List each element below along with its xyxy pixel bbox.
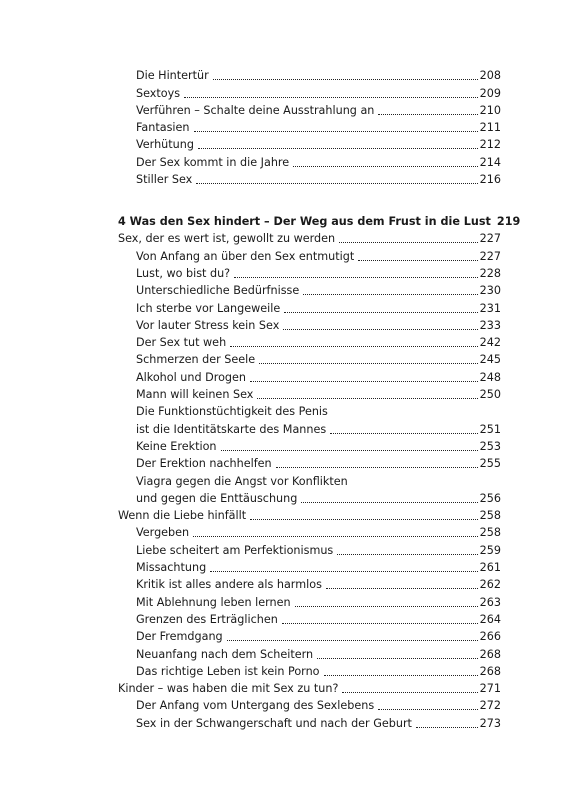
toc-entry-page: 255 [479,457,501,471]
toc-entry-page: 273 [479,716,501,730]
toc-leader-dots [337,553,477,555]
toc-leader-dots [301,501,477,503]
toc-entry [118,627,501,644]
toc-entry-title: Grenzen des Erträglichen [136,612,278,626]
toc-entry-title: Der Sex tut weh [136,336,227,350]
toc-leader-dots [250,518,478,520]
toc-leader-dots [416,726,478,728]
toc-leader-dots [210,570,477,572]
toc-leader-dots [198,147,478,149]
toc-entry-title: Neuanfang nach dem Scheitern [136,647,314,661]
toc-section [118,229,501,246]
toc-entry-page: 262 [479,578,501,592]
toc-entry [118,367,501,384]
toc-entry-title: Lust, wo bist du? [136,266,231,280]
toc-leader-dots [221,449,478,451]
toc-leader-dots [303,293,477,295]
toc-entry-title: Die Hintertür [136,69,209,83]
toc-entry-title: Viagra gegen die Angst vor Konflikten [136,474,348,488]
toc-entry [118,66,501,83]
toc-leader-dots [184,96,478,98]
toc-entry-page: 253 [479,439,501,453]
toc-entry [118,101,501,118]
toc-entry [118,298,501,315]
toc-leader-dots [227,639,478,641]
toc-entry [118,264,501,281]
toc-entry-title: Mann will keinen Sex [136,388,254,402]
toc-entry-title: Das richtige Leben ist kein Porno [136,664,320,678]
toc-leader-dots [250,380,478,382]
toc-entry [118,333,501,350]
toc-leader-dots [276,466,478,468]
toc-entry-title: Vor lauter Stress kein Sex [136,318,280,332]
toc-entry-title: Der Sex kommt in die Jahre [136,155,290,169]
toc-leader-dots [283,328,477,330]
toc-entry [118,540,501,557]
toc-leader-dots [282,622,478,624]
toc-entry [118,170,501,187]
toc-leader-dots [358,259,477,261]
toc-section [118,679,501,696]
toc-entry-page: 266 [479,630,501,644]
toc-leader-dots [326,587,478,589]
toc-entry-page: 251 [479,422,501,436]
toc-entry-line1 [118,471,501,488]
toc-entry-page: 264 [479,612,501,626]
toc-leader-dots [196,182,477,184]
toc-entry [118,135,501,152]
toc-entry-title: Vergeben [136,526,190,540]
toc-section-page: 271 [479,682,501,696]
toc-entry-title: Der Fremdgang [136,630,223,644]
toc-entry-page: 227 [479,249,501,263]
toc-leader-dots [324,674,478,676]
toc-entry [118,454,501,471]
toc-entry [118,610,501,627]
toc-entry-page: 212 [479,138,501,152]
table-of-contents [118,66,521,731]
toc-entry-title: Keine Erektion [136,439,217,453]
toc-section-title: Kinder – was haben die mit Sex zu tun? [118,682,339,696]
toc-leader-dots [230,345,477,347]
toc-entry [118,437,501,454]
toc-entry-page: 233 [479,318,501,332]
toc-entry-title: Der Anfang vom Untergang des Sexlebens [136,699,375,713]
toc-entry [118,592,501,609]
toc-leader-dots [293,165,477,167]
toc-entry-line2 [118,489,501,506]
toc-entry-page: 245 [479,353,501,367]
toc-entry-title: Von Anfang an über den Sex entmutigt [136,249,355,263]
toc-entry [118,523,501,540]
toc-entry [118,316,501,333]
toc-leader-dots [194,130,478,132]
toc-entry [118,118,501,135]
toc-leader-dots [295,605,478,607]
toc-entry-page: 228 [479,266,501,280]
toc-entry-title: Ich sterbe vor Langeweile [136,301,281,315]
toc-chapter-title: 4 Was den Sex hindert – Der Weg aus dem Frust in die Lust [118,215,491,229]
toc-entry-title: Die Funktionstüchtigkeit des Penis [136,405,328,419]
toc-entry [118,558,501,575]
toc-entry-title: Kritik ist alles andere als harmlos [136,578,322,592]
toc-entry-page: 242 [479,336,501,350]
toc-leader-dots [330,432,477,434]
toc-entry [118,662,501,679]
toc-entry [118,385,501,402]
toc-entry-title: Stiller Sex [136,173,193,187]
toc-leader-dots [257,397,477,399]
toc-section-page: 227 [479,232,501,246]
toc-spacer [118,187,501,211]
toc-section-page: 258 [479,509,501,523]
toc-entry [118,644,501,661]
toc-entry-page: 268 [479,647,501,661]
toc-leader-dots [193,535,478,537]
toc-section-title: Wenn die Liebe hinfällt [118,509,247,523]
toc-leader-dots [259,362,478,364]
toc-leader-dots [378,708,477,710]
toc-entry [118,696,501,713]
toc-entry-page: 248 [479,370,501,384]
toc-entry-title: Verführen – Schalte deine Ausstrahlung an [136,103,375,117]
toc-entry-title: Verhütung [136,138,194,152]
toc-entry-page: 259 [479,543,501,557]
toc-leader-dots [284,311,477,313]
toc-entry [118,83,501,100]
toc-entry [118,152,501,169]
toc-entry-page: 261 [479,561,501,575]
toc-leader-dots [234,276,478,278]
toc-entry-page: 272 [479,699,501,713]
toc-entry-title: Liebe scheitert am Perfektionismus [136,543,334,557]
toc-entry [118,350,501,367]
toc-entry-page: 268 [479,664,501,678]
toc-entry-line2 [118,419,501,436]
toc-entry-title: Der Erektion nachhelfen [136,457,272,471]
toc-entry-page: 208 [479,69,501,83]
toc-section [118,506,501,523]
toc-entry-page: 214 [479,155,501,169]
toc-entry-page: 209 [479,86,501,100]
toc-leader-dots [213,78,478,80]
toc-entry-title: Sextoys [136,86,181,100]
toc-leader-dots [339,241,478,243]
toc-leader-dots [342,691,477,693]
toc-entry-page: 216 [479,173,501,187]
toc-entry [118,575,501,592]
toc-entry-title: Schmerzen der Seele [136,353,256,367]
toc-entry-title: Alkohol und Drogen [136,370,247,384]
toc-entry-page: 256 [479,491,501,505]
toc-leader-dots [378,113,477,115]
toc-entry-page: 231 [479,301,501,315]
toc-section-title: Sex, der es wert ist, gewollt zu werden [118,232,336,246]
toc-entry-page: 258 [479,526,501,540]
toc-entry-line1 [118,402,501,419]
toc-entry [118,713,501,730]
toc-chapter-heading [118,211,521,229]
toc-entry-title: ist die Identitätskarte des Mannes [136,422,327,436]
toc-chapter-page: 219 [496,215,521,229]
toc-entry [118,246,501,263]
toc-entry [118,281,501,298]
toc-entry-page: 250 [479,388,501,402]
toc-entry-title: Fantasien [136,121,190,135]
toc-entry-title: und gegen die Enttäuschung [136,491,298,505]
toc-entry-page: 230 [479,284,501,298]
toc-entry-page: 210 [479,103,501,117]
toc-entry-title: Mit Ablehnung leben lernen [136,595,291,609]
toc-entry-title: Missachtung [136,561,207,575]
toc-leader-dots [317,657,478,659]
toc-entry-title: Sex in der Schwangerschaft und nach der Geburt [136,716,412,730]
toc-entry-page: 211 [479,121,501,135]
toc-entry-page: 263 [479,595,501,609]
toc-entry-title: Unterschiedliche Bedürfnisse [136,284,300,298]
